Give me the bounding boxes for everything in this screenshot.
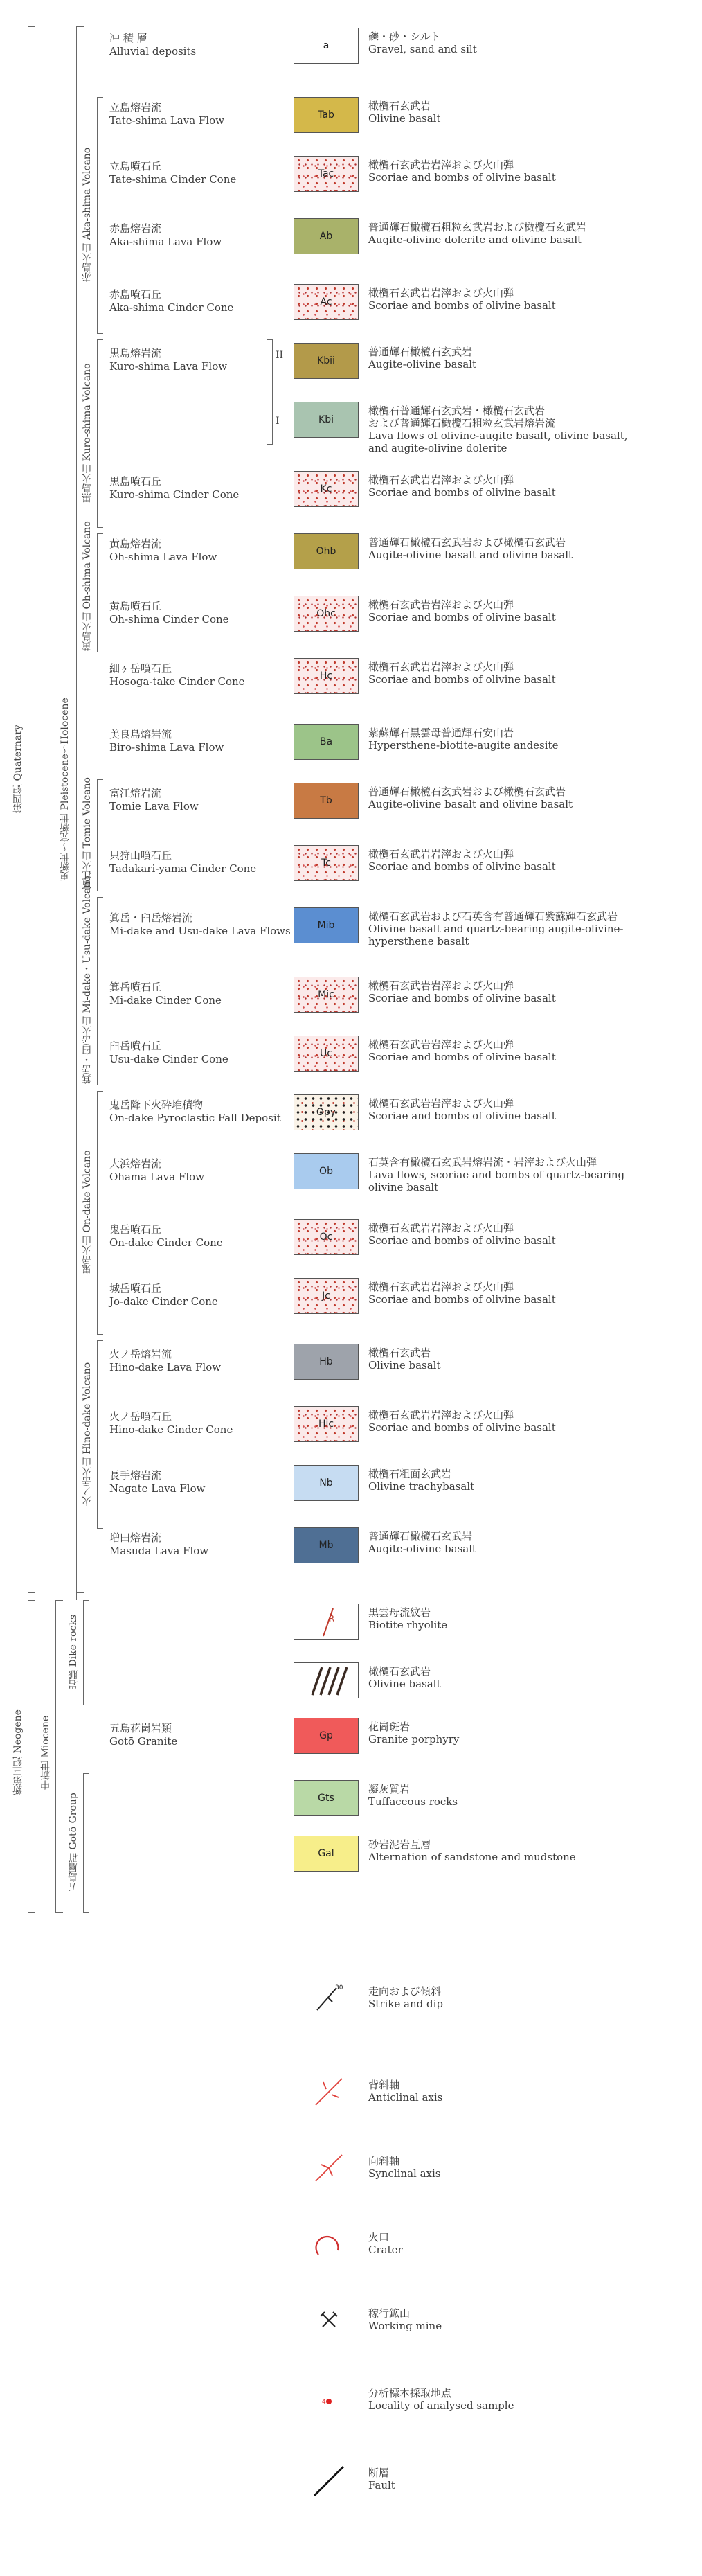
unit-description-line: 橄欖石玄武岩 [368, 1347, 431, 1359]
unit-code: Tb [320, 795, 332, 806]
unit-description-line: 普通輝石橄欖石玄武岩 [368, 346, 473, 358]
unit-swatch [294, 1036, 359, 1072]
unit-description-line: 橄欖石粗面玄武岩 [368, 1468, 452, 1480]
unit-description [368, 848, 694, 873]
symbol-label-jp: 分析標本採取地点 [368, 2387, 452, 2399]
unit-name-jp: 箕岳噴石丘 [109, 981, 162, 993]
unit-name-en: Ohama Lava Flow [109, 1171, 204, 1183]
unit-name-en: Hino-dake Cinder Cone [109, 1423, 233, 1436]
unit-code: Kbii [317, 355, 335, 366]
unit-description [368, 910, 694, 948]
unit-name-en: Gotō Granite [109, 1735, 178, 1748]
unit-name-en: On-dake Cinder Cone [109, 1236, 223, 1249]
unit-name [109, 1410, 270, 1437]
akashima-label: 赤島火山 Aka-shima Volcano [82, 147, 93, 283]
goto-group-bracket [83, 1773, 89, 1913]
unit-name-en: Tadakari-yama Cinder Cone [109, 862, 257, 875]
ondake-label: 鬼岳火山 On-dake Volcano [82, 1150, 93, 1274]
unit-code: Tac [318, 168, 334, 179]
unit-code: Opy [316, 1107, 336, 1118]
unit-description [368, 1281, 694, 1306]
dike-bracket [83, 1600, 89, 1705]
unit-description-line: Scoriae and bombs of olivine basalt [368, 860, 556, 873]
unit-description-line: Lava flows, scoriae and bombs of quartz-bearing [368, 1169, 625, 1181]
unit-name-en: Alluvial deposits [109, 45, 197, 57]
midake-label: 箕岳・臼岳火山 Mi-dake・Usu-dake Volcano [82, 876, 93, 1084]
dike-label: 岩脈 Dike rocks [68, 1615, 79, 1690]
strike-dip-icon [312, 1981, 346, 2016]
unit-description-line: Scoriae and bombs of olivine basalt [368, 486, 556, 499]
symbol-label [368, 2307, 442, 2332]
unit-name-jp: 富江熔岩流 [109, 787, 162, 799]
symbol-label-en: Crater [368, 2244, 403, 2256]
unit-code: Ab [319, 231, 333, 242]
unit-name-jp: 五島花崗岩類 [109, 1722, 172, 1734]
unit-description-line: 橄欖石玄武岩岩滓および火山弾 [368, 1038, 514, 1051]
unit-description-line: Augite-olivine basalt [368, 1543, 477, 1555]
unit-code: Tc [321, 858, 331, 869]
syncline-icon [312, 2151, 346, 2185]
unit-name [109, 101, 270, 127]
unit-swatch [294, 97, 359, 133]
unit-code: Mb [318, 1540, 334, 1551]
dike-stroke [312, 1667, 322, 1695]
unit-name-jp: 城岳噴石丘 [109, 1282, 162, 1295]
unit-description-line: Scoriae and bombs of olivine basalt [368, 1110, 556, 1122]
unit-code: Ohc [316, 608, 336, 619]
unit-code: Kbi [318, 414, 334, 425]
unit-name [109, 538, 270, 564]
unit-description [368, 979, 694, 1004]
unit-name-en: Jo-dake Cinder Cone [109, 1295, 218, 1308]
unit-name-jp: 増田熔岩流 [109, 1531, 162, 1544]
unit-name-jp: 細ヶ岳噴石丘 [109, 662, 172, 675]
unit-code: Jc [322, 1290, 330, 1302]
unit-name [109, 849, 270, 876]
unit-description [368, 159, 694, 184]
unit-name [109, 981, 270, 1007]
unit-description-line: Olivine basalt [368, 112, 441, 125]
hinodake-label: 火ノ岳火山 Hino-dake Volcano [82, 1362, 93, 1506]
akashima-bracket [97, 97, 103, 334]
unit-description [368, 727, 694, 752]
symbol-label-jp: 稼行鉱山 [368, 2307, 411, 2320]
unit-swatch [294, 284, 359, 320]
kuroshima-lava-subbracket [267, 339, 273, 445]
unit-description-line: Hypersthene-biotite-augite andesite [368, 739, 559, 752]
unit-description [368, 598, 694, 623]
ohshima-bracket [97, 533, 103, 652]
symbol-label-jp: 火口 [368, 2231, 390, 2244]
unit-name-jp: 立島熔岩流 [109, 101, 162, 114]
unit-name-jp: 黄島熔岩流 [109, 538, 162, 550]
unit-description-line: 普通輝石橄欖石玄武岩 [368, 1530, 473, 1543]
unit-swatch [294, 1662, 359, 1698]
unit-description [368, 536, 694, 561]
unit-code: a [323, 40, 330, 51]
unit-description [368, 1606, 694, 1631]
goto-group-label: 五島層群 Gotō Group [68, 1793, 79, 1892]
unit-description-line: Augite-olivine dolerite and olivine basalt [368, 233, 582, 246]
symbol-label [368, 2467, 395, 2491]
unit-description-line: Scoriae and bombs of olivine basalt [368, 673, 556, 686]
unit-swatch [294, 1836, 359, 1872]
unit-name-en: Tate-shima Cinder Cone [109, 173, 237, 186]
unit-name-en: On-dake Pyroclastic Fall Deposit [109, 1112, 281, 1124]
unit-description-line: 礫・砂・シルト [368, 30, 441, 43]
unit-description-line: Augite-olivine basalt [368, 358, 477, 371]
unit-description-line: 花崗斑岩 [368, 1721, 411, 1733]
unit-name-en: Tate-shima Lava Flow [109, 114, 225, 127]
ohshima-label: 黄島火山 Oh-shima Volcano [82, 521, 93, 651]
unit-name-jp: 鬼岳噴石丘 [109, 1223, 162, 1236]
unit-description [368, 1468, 694, 1493]
unit-swatch [294, 596, 359, 632]
unit-description [368, 1721, 694, 1746]
symbol-label-en: Synclinal axis [368, 2167, 441, 2180]
page-left-rule [76, 1592, 77, 1600]
dike-stroke [329, 1667, 339, 1695]
kuroshima-bracket [97, 339, 103, 528]
unit-code: Gp [319, 1730, 333, 1741]
unit-description-line: 砂岩泥岩互層 [368, 1838, 431, 1851]
unit-name-jp: 大浜熔岩流 [109, 1157, 162, 1170]
unit-name [109, 600, 270, 626]
unit-code: Kc [320, 483, 332, 495]
unit-swatch [294, 1604, 359, 1640]
unit-name [109, 160, 270, 186]
unit-name [109, 912, 291, 938]
unit-description-line: Scoriae and bombs of olivine basalt [368, 1293, 556, 1306]
unit-swatch [294, 1527, 359, 1563]
unit-description-line: 普通輝石橄欖石玄武岩および橄欖石玄武岩 [368, 536, 566, 549]
unit-swatch [294, 1219, 359, 1255]
miocene-label: 中新世 Miocene [40, 1715, 51, 1790]
unit-description-line: 橄欖石玄武岩岩滓および火山弾 [368, 979, 514, 992]
unit-swatch [294, 1094, 359, 1130]
unit-description [368, 1783, 694, 1808]
unit-description-line: Alternation of sandstone and mudstone [368, 1851, 576, 1863]
unit-description-line: 橄欖石玄武岩および石英含有普通輝石紫蘇輝石玄武岩 [368, 910, 618, 923]
unit-description-line: and augite-olivine dolerite [368, 442, 507, 454]
symbol-label-jp: 背斜軸 [368, 2079, 400, 2091]
unit-name-jp: 美良島熔岩流 [109, 728, 172, 740]
unit-code: Hc [319, 670, 333, 682]
unit-description [368, 30, 694, 55]
rhyolite-dike-pattern [296, 1606, 358, 1639]
unit-description-line: 橄欖石玄武岩岩滓および火山弾 [368, 1409, 514, 1421]
symbol-label [368, 2231, 403, 2256]
unit-name-en: Hosoga-take Cinder Cone [109, 675, 245, 688]
unit-name-en: Tomie Lava Flow [109, 800, 199, 812]
basalt-dike-pattern [296, 1664, 358, 1698]
unit-swatch [294, 343, 359, 379]
unit-description-line: 橄欖石普通輝石玄武岩・橄欖石玄武岩 [368, 405, 546, 417]
unit-name-en: Mi-dake Cinder Cone [109, 994, 222, 1006]
unit-name [109, 1099, 281, 1125]
unit-name [109, 1469, 270, 1495]
miocene-bracket [55, 1600, 63, 1913]
unit-swatch [294, 1465, 359, 1501]
unit-swatch [294, 977, 359, 1013]
unit-name-en: Kuro-shima Lava Flow [109, 360, 228, 373]
unit-name-en: Hino-dake Lava Flow [109, 1361, 222, 1374]
pleistocene-label: 更新世〜完新世 Pleistocene〜Holocene [60, 698, 71, 882]
unit-code: Mib [317, 920, 335, 931]
unit-description-line: Scoriae and bombs of olivine basalt [368, 299, 556, 312]
unit-name-jp: 火ノ岳噴石丘 [109, 1410, 172, 1423]
sample-locality-icon [312, 2383, 346, 2417]
kuroshima-subunit-II: II [276, 350, 284, 361]
unit-description-line: Scoriae and bombs of olivine basalt [368, 171, 556, 184]
unit-description [368, 405, 694, 454]
unit-code: Ob [319, 1166, 333, 1177]
kuroshima-subunit-I: I [276, 416, 280, 427]
unit-description [368, 100, 694, 125]
unit-description-line: Augite-olivine basalt and olivine basalt [368, 798, 573, 810]
unit-description-line: Gravel, sand and silt [368, 43, 477, 55]
unit-swatch [294, 156, 359, 192]
unit-description-line: Scoriae and bombs of olivine basalt [368, 992, 556, 1004]
unit-code: Uc [320, 1048, 332, 1059]
neogene-label: 新第三紀 Neogene [12, 1709, 24, 1795]
anticline-icon [312, 2075, 346, 2109]
unit-name [109, 1282, 270, 1308]
unit-swatch [294, 724, 359, 760]
unit-description-line: 凝灰質岩 [368, 1783, 411, 1795]
unit-name [109, 1040, 270, 1066]
unit-code: Gal [318, 1848, 334, 1859]
symbol-label-jp: 断層 [368, 2467, 390, 2479]
unit-name-en: Oh-shima Cinder Cone [109, 613, 229, 625]
symbol-label-jp: 走向および傾斜 [368, 1985, 442, 1998]
unit-name [109, 787, 270, 813]
unit-description-line: Lava flows of olivine-augite basalt, olivine basalt, [368, 429, 628, 442]
neogene-bracket [28, 1600, 35, 1913]
unit-swatch [294, 1406, 359, 1442]
unit-name-en: Kuro-shima Cinder Cone [109, 488, 240, 501]
unit-description [368, 661, 694, 686]
unit-description-line: 橄欖石玄武岩岩滓および火山弾 [368, 474, 514, 486]
unit-description-line: 橄欖石玄武岩岩滓および火山弾 [368, 1097, 514, 1110]
hinodake-bracket [97, 1340, 103, 1529]
unit-swatch [294, 218, 359, 254]
tomie-bracket [97, 779, 103, 891]
unit-swatch [294, 1153, 359, 1189]
unit-description-line: 橄欖石玄武岩岩滓および火山弾 [368, 287, 514, 299]
unit-description [368, 346, 694, 371]
unit-swatch [294, 907, 359, 943]
unit-description [368, 1665, 694, 1690]
svg-text:30: 30 [335, 1984, 343, 1991]
unit-description-line: 黒雲母流紋岩 [368, 1606, 431, 1619]
unit-code: Ba [319, 736, 333, 747]
unit-description-line: hypersthene basalt [368, 935, 469, 948]
unit-name-en: Nagate Lava Flow [109, 1482, 206, 1495]
unit-description-line: Biotite rhyolite [368, 1619, 448, 1631]
kuroshima-label: 黒島火山 Kuro-shima Volcano [82, 363, 93, 503]
unit-name-jp: 冲 積 層 [109, 32, 147, 44]
unit-description-line: および普通輝石橄欖石粗粒玄武岩熔岩流 [368, 417, 556, 429]
unit-swatch [294, 845, 359, 881]
symbol-label-en: Fault [368, 2479, 395, 2491]
unit-name-jp: 黄島噴石丘 [109, 600, 162, 612]
unit-description-line: Granite porphyry [368, 1733, 460, 1746]
unit-name-en: Mi-dake and Usu-dake Lava Flows [109, 925, 291, 937]
unit-code: Hb [319, 1356, 333, 1367]
unit-name [109, 475, 270, 501]
unit-name [109, 1722, 270, 1748]
crater-icon [312, 2227, 346, 2262]
unit-description-line: 普通輝石橄欖石玄武岩および橄欖石玄武岩 [368, 785, 566, 798]
unit-code: Oc [319, 1232, 333, 1243]
unit-swatch [294, 1780, 359, 1816]
unit-swatch [294, 1344, 359, 1380]
symbol-label [368, 1985, 443, 2010]
unit-description-line: 橄欖石玄武岩岩滓および火山弾 [368, 1222, 514, 1234]
symbol-label-en: Anticlinal axis [368, 2091, 443, 2104]
unit-swatch [294, 28, 359, 64]
unit-description-line: 橄欖石玄武岩 [368, 100, 431, 112]
unit-description-line: olivine basalt [368, 1181, 439, 1193]
unit-description-line: Scoriae and bombs of olivine basalt [368, 611, 556, 623]
symbol-label-jp: 向斜軸 [368, 2155, 400, 2167]
unit-description [368, 1838, 694, 1863]
working-mine-icon [312, 2303, 346, 2338]
unit-description-line: 普通輝石橄欖石粗粒玄武岩および橄欖石玄武岩 [368, 221, 587, 233]
unit-name-jp: 火ノ岳熔岩流 [109, 1348, 172, 1360]
unit-name [109, 288, 270, 314]
unit-description [368, 1222, 694, 1247]
unit-name [109, 32, 270, 58]
ondake-bracket [97, 1091, 103, 1335]
unit-description [368, 1409, 694, 1434]
unit-name [109, 1531, 270, 1558]
unit-swatch [294, 1718, 359, 1754]
unit-name [109, 347, 270, 373]
unit-swatch [294, 471, 359, 507]
unit-code: Mic [318, 989, 334, 1000]
unit-swatch [294, 1278, 359, 1314]
unit-name-jp: 立島噴石丘 [109, 160, 162, 172]
unit-swatch [294, 533, 359, 569]
unit-name-en: Oh-shima Lava Flow [109, 551, 217, 563]
unit-name-en: Aka-shima Lava Flow [109, 236, 222, 248]
unit-description [368, 474, 694, 499]
unit-description-line: 橄欖石玄武岩岩滓および火山弾 [368, 159, 514, 171]
quaternary-bracket [28, 26, 35, 1593]
unit-description-line: 橄欖石玄武岩岩滓および火山弾 [368, 848, 514, 860]
unit-code: Tab [318, 109, 334, 121]
unit-description-line: Scoriae and bombs of olivine basalt [368, 1421, 556, 1434]
midake-bracket [97, 897, 103, 1085]
unit-name-en: Usu-dake Cinder Cone [109, 1053, 228, 1065]
unit-description [368, 785, 694, 810]
symbol-label-en: Strike and dip [368, 1998, 443, 2010]
unit-description-line: Olivine trachybasalt [368, 1480, 475, 1493]
unit-description [368, 1156, 694, 1193]
unit-description-line: Olivine basalt [368, 1678, 441, 1690]
unit-name-jp: 黒島熔岩流 [109, 347, 162, 359]
unit-description-line: 橄欖石玄武岩 [368, 1665, 431, 1678]
unit-name-jp: 赤島熔岩流 [109, 222, 162, 235]
unit-description [368, 287, 694, 312]
quaternary-label: 第四紀 Quaternary [12, 725, 24, 813]
unit-name [109, 662, 270, 689]
unit-name-en: Masuda Lava Flow [109, 1545, 209, 1557]
unit-name-jp: 只狩山噴石丘 [109, 849, 172, 862]
unit-name-jp: 鬼岳降下火砕堆積物 [109, 1099, 204, 1111]
dike-stroke [337, 1667, 347, 1695]
unit-name [109, 1223, 270, 1250]
unit-description-line: Olivine basalt [368, 1359, 441, 1371]
unit-code: R [328, 1614, 335, 1624]
unit-description-line: Augite-olivine basalt and olivine basalt [368, 549, 573, 561]
unit-code: Gts [318, 1793, 334, 1804]
unit-name-jp: 黒島噴石丘 [109, 475, 162, 488]
symbol-label [368, 2155, 440, 2180]
unit-description [368, 1038, 694, 1063]
symbol-label [368, 2079, 442, 2104]
unit-description-line: 石英含有橄欖石玄武岩熔岩流・岩滓および火山弾 [368, 1156, 597, 1169]
unit-description [368, 221, 694, 246]
unit-description [368, 1347, 694, 1371]
dike-stroke [321, 1667, 330, 1695]
unit-description-line: Tuffaceous rocks [368, 1795, 458, 1808]
symbol-label [368, 2387, 514, 2412]
unit-code: Hic [318, 1419, 334, 1430]
unit-name-jp: 長手熔岩流 [109, 1469, 162, 1482]
unit-description-line: Scoriae and bombs of olivine basalt [368, 1234, 556, 1247]
unit-code: Ohb [316, 546, 336, 557]
unit-name [109, 1157, 270, 1184]
unit-name-jp: 臼岳噴石丘 [109, 1040, 162, 1052]
unit-name-en: Aka-shima Cinder Cone [109, 301, 234, 314]
unit-name-en: Biro-shima Lava Flow [109, 741, 224, 754]
unit-description-line: 橄欖石玄武岩岩滓および火山弾 [368, 598, 514, 611]
unit-code: Ac [320, 296, 332, 308]
unit-name-jp: 赤島噴石丘 [109, 288, 162, 301]
svg-text:4: 4 [322, 2399, 326, 2406]
unit-name [109, 1348, 270, 1374]
unit-code: Nb [319, 1477, 333, 1489]
unit-swatch [294, 783, 359, 819]
unit-description-line: Scoriae and bombs of olivine basalt [368, 1051, 556, 1063]
fault-icon [312, 2462, 346, 2497]
unit-name [109, 222, 270, 249]
unit-description [368, 1530, 694, 1555]
unit-description [368, 1097, 694, 1122]
unit-description-line: 橄欖石玄武岩岩滓および火山弾 [368, 661, 514, 673]
unit-description-line: 橄欖石玄武岩岩滓および火山弾 [368, 1281, 514, 1293]
unit-name-jp: 箕岳・臼岳熔岩流 [109, 912, 193, 924]
symbol-label-en: Locality of analysed sample [368, 2399, 514, 2412]
unit-swatch [294, 402, 359, 438]
unit-description-line: 紫蘇輝石黒雲母普通輝石安山岩 [368, 727, 514, 739]
unit-name [109, 728, 270, 754]
unit-description-line: Olivine basalt and quartz-bearing augite-olivine- [368, 923, 624, 935]
symbol-label-en: Working mine [368, 2320, 442, 2332]
tomie-label: 富江火山 Tomie Volcano [82, 777, 93, 890]
unit-swatch [294, 658, 359, 694]
